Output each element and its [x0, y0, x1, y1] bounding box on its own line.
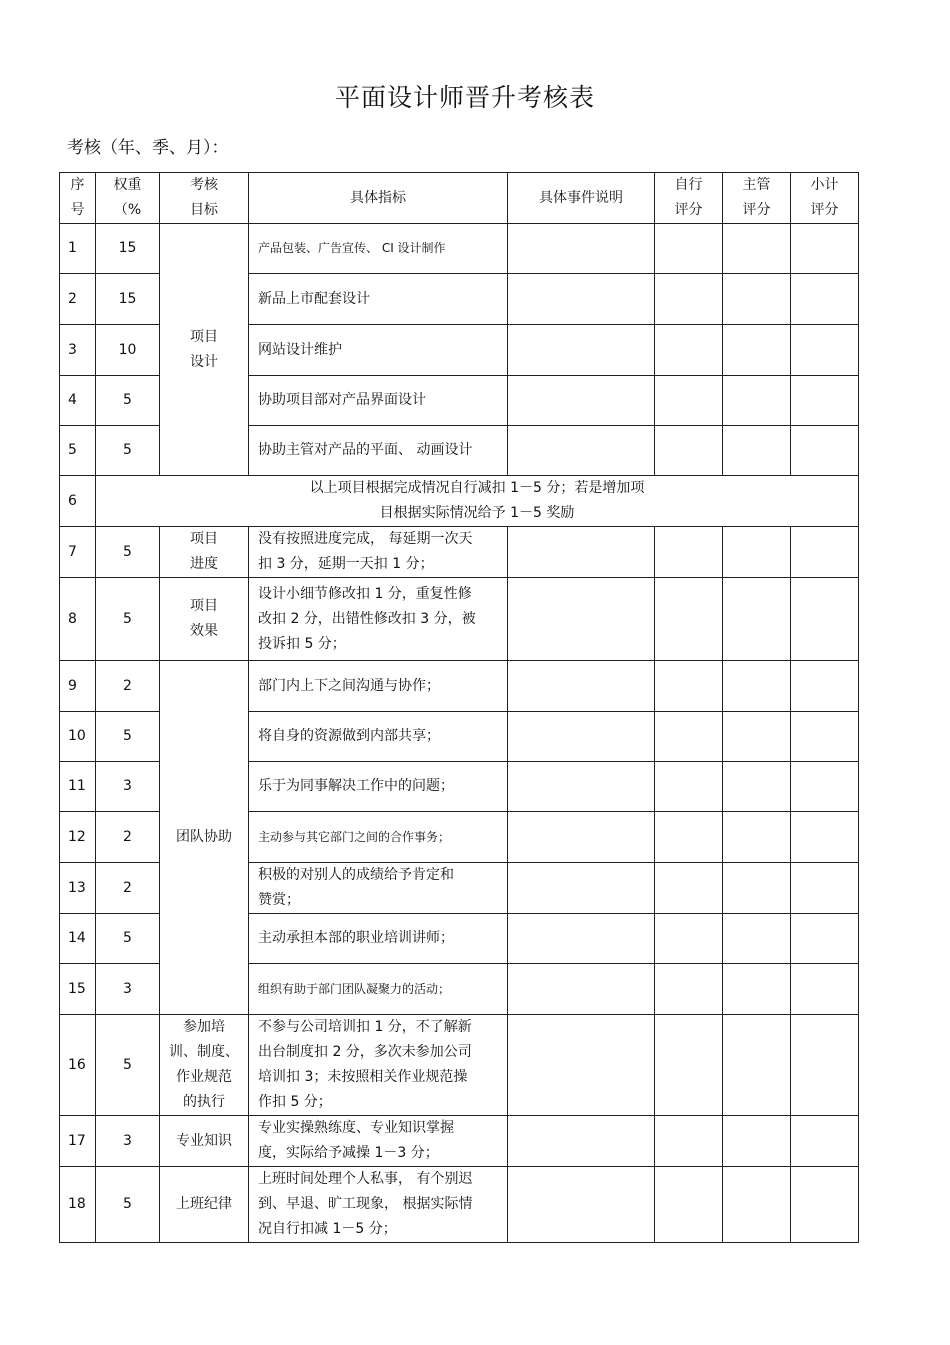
row-weight: 2	[96, 812, 160, 863]
event-cell[interactable]	[508, 527, 655, 578]
manager-score-cell[interactable]	[723, 914, 791, 964]
manager-score-cell[interactable]	[723, 1116, 791, 1167]
row-indicator: 设计小细节修改扣 1 分，重复性修 改扣 2 分，出错性修改扣 3 分，被 投诉扣 5 分；	[249, 578, 508, 661]
row-no: 11	[60, 762, 96, 812]
row-indicator: 专业实操熟练度、专业知识掌握 度，实际给予减操 1－3 分；	[249, 1116, 508, 1167]
row-no: 5	[60, 426, 96, 476]
subtotal-score-cell[interactable]	[791, 863, 859, 914]
subtotal-score-cell[interactable]	[791, 1015, 859, 1116]
manager-score-cell[interactable]	[723, 376, 791, 426]
subtotal-score-cell[interactable]	[791, 527, 859, 578]
row-note: 以上项目根据完成情况自行减扣 1－5 分；若是增加项 目根据实际情况给予 1－5 奖励	[96, 476, 859, 527]
subtotal-score-cell[interactable]	[791, 274, 859, 325]
self-score-cell[interactable]	[655, 762, 723, 812]
event-cell[interactable]	[508, 274, 655, 325]
row-no: 17	[60, 1116, 96, 1167]
table-row	[60, 661, 859, 712]
self-score-cell[interactable]	[655, 426, 723, 476]
row-no: 10	[60, 712, 96, 762]
row-weight: 5	[96, 426, 160, 476]
row-no: 8	[60, 578, 96, 661]
row-indicator: 主动参与其它部门之间的合作事务；	[249, 812, 508, 863]
subtotal-score-cell[interactable]	[791, 224, 859, 274]
row-no: 12	[60, 812, 96, 863]
row-weight: 15	[96, 274, 160, 325]
table-row	[60, 578, 859, 661]
event-cell[interactable]	[508, 224, 655, 274]
header-row	[60, 173, 859, 224]
event-cell[interactable]	[508, 863, 655, 914]
self-score-cell[interactable]	[655, 1015, 723, 1116]
row-indicator: 将自身的资源做到内部共享；	[249, 712, 508, 762]
row-indicator: 协助主管对产品的平面、 动画设计	[249, 426, 508, 476]
row-indicator: 上班时间处理个人私事， 有个别迟 到、早退、旷工现象， 根据实际情 况自行扣减 1－5 分；	[249, 1167, 508, 1243]
manager-score-cell[interactable]	[723, 578, 791, 661]
subtotal-score-cell[interactable]	[791, 325, 859, 376]
row-no: 14	[60, 914, 96, 964]
event-cell[interactable]	[508, 1116, 655, 1167]
page-title: 平面设计师晋升考核表	[334, 83, 595, 112]
event-cell[interactable]	[508, 762, 655, 812]
row-no: 1	[60, 224, 96, 274]
subtotal-score-cell[interactable]	[791, 964, 859, 1015]
group-knowledge: 专业知识	[160, 1116, 249, 1167]
row-no: 6	[60, 476, 96, 527]
row-weight: 2	[96, 661, 160, 712]
self-score-cell[interactable]	[655, 376, 723, 426]
row-indicator: 协助项目部对产品界面设计	[249, 376, 508, 426]
row-weight: 5	[96, 1015, 160, 1116]
self-score-cell[interactable]	[655, 527, 723, 578]
header-no: 序 号	[60, 173, 96, 224]
header-manager-score: 主管 评分	[723, 173, 791, 224]
table-row	[60, 1015, 859, 1116]
row-indicator: 新品上市配套设计	[249, 274, 508, 325]
row-indicator: 没有按照进度完成， 每延期一次天 扣 3 分，延期一天扣 1 分；	[249, 527, 508, 578]
subtotal-score-cell[interactable]	[791, 661, 859, 712]
subtotal-score-cell[interactable]	[791, 762, 859, 812]
group-project-effect: 项目 效果	[160, 578, 249, 661]
row-no: 3	[60, 325, 96, 376]
row-no: 4	[60, 376, 96, 426]
row-indicator: 组织有助于部门团队凝聚力的活动；	[249, 964, 508, 1015]
manager-score-cell[interactable]	[723, 325, 791, 376]
self-score-cell[interactable]	[655, 661, 723, 712]
row-no: 18	[60, 1167, 96, 1243]
assessment-period-label: 考核（年、季、月）：	[67, 138, 229, 158]
row-weight: 10	[96, 325, 160, 376]
self-score-cell[interactable]	[655, 325, 723, 376]
group-training: 参加培 训、制度、 作业规范 的执行	[160, 1015, 249, 1116]
row-indicator: 产品包装、广告宣传、 CI 设计制作	[249, 224, 508, 274]
event-cell[interactable]	[508, 426, 655, 476]
row-weight: 5	[96, 1167, 160, 1243]
manager-score-cell[interactable]	[723, 274, 791, 325]
self-score-cell[interactable]	[655, 863, 723, 914]
row-indicator: 网站设计维护	[249, 325, 508, 376]
row-weight: 5	[96, 914, 160, 964]
manager-score-cell[interactable]	[723, 863, 791, 914]
subtotal-score-cell[interactable]	[791, 426, 859, 476]
row-indicator: 主动承担本部的职业培训讲师；	[249, 914, 508, 964]
event-cell[interactable]	[508, 1167, 655, 1243]
row-no: 2	[60, 274, 96, 325]
manager-score-cell[interactable]	[723, 426, 791, 476]
row-no: 9	[60, 661, 96, 712]
header-event: 具体事件说明	[508, 173, 655, 224]
event-cell[interactable]	[508, 812, 655, 863]
group-project-progress: 项目 进度	[160, 527, 249, 578]
manager-score-cell[interactable]	[723, 1015, 791, 1116]
row-weight: 3	[96, 762, 160, 812]
manager-score-cell[interactable]	[723, 1167, 791, 1243]
event-cell[interactable]	[508, 376, 655, 426]
subtotal-score-cell[interactable]	[791, 712, 859, 762]
event-cell[interactable]	[508, 1015, 655, 1116]
self-score-cell[interactable]	[655, 224, 723, 274]
row-weight: 2	[96, 863, 160, 914]
manager-score-cell[interactable]	[723, 712, 791, 762]
self-score-cell[interactable]	[655, 578, 723, 661]
row-no: 15	[60, 964, 96, 1015]
row-no: 16	[60, 1015, 96, 1116]
event-cell[interactable]	[508, 661, 655, 712]
manager-score-cell[interactable]	[723, 224, 791, 274]
self-score-cell[interactable]	[655, 914, 723, 964]
manager-score-cell[interactable]	[723, 527, 791, 578]
row-weight: 15	[96, 224, 160, 274]
row-indicator: 部门内上下之间沟通与协作；	[249, 661, 508, 712]
header-subtotal-score: 小计 评分	[791, 173, 859, 224]
row-indicator: 积极的对别人的成绩给予肯定和 赞赏；	[249, 863, 508, 914]
row-weight: 3	[96, 1116, 160, 1167]
header-target: 考核 目标	[160, 173, 249, 224]
self-score-cell[interactable]	[655, 812, 723, 863]
row-weight: 5	[96, 578, 160, 661]
subtotal-score-cell[interactable]	[791, 812, 859, 863]
row-indicator: 不参与公司培训扣 1 分，不了解新 出台制度扣 2 分，多次未参加公司 培训扣 3；未按照相关作业规范操 作扣 5 分；	[249, 1015, 508, 1116]
event-cell[interactable]	[508, 712, 655, 762]
group-discipline: 上班纪律	[160, 1167, 249, 1243]
subtotal-score-cell[interactable]	[791, 1167, 859, 1243]
header-weight: 权重 （%	[96, 173, 160, 224]
event-cell[interactable]	[508, 964, 655, 1015]
group-teamwork: 团队协助	[160, 661, 249, 1015]
table-row	[60, 527, 859, 578]
event-cell[interactable]	[508, 578, 655, 661]
row-indicator: 乐于为同事解决工作中的问题；	[249, 762, 508, 812]
manager-score-cell[interactable]	[723, 812, 791, 863]
self-score-cell[interactable]	[655, 1116, 723, 1167]
row-weight: 5	[96, 376, 160, 426]
self-score-cell[interactable]	[655, 274, 723, 325]
manager-score-cell[interactable]	[723, 964, 791, 1015]
event-cell[interactable]	[508, 325, 655, 376]
row-weight: 5	[96, 712, 160, 762]
self-score-cell[interactable]	[655, 964, 723, 1015]
row-weight: 5	[96, 527, 160, 578]
assessment-table	[59, 172, 859, 1243]
subtotal-score-cell[interactable]	[791, 914, 859, 964]
table-row	[60, 476, 859, 527]
subtotal-score-cell[interactable]	[791, 1116, 859, 1167]
self-score-cell[interactable]	[655, 712, 723, 762]
subtotal-score-cell[interactable]	[791, 376, 859, 426]
group-project-design: 项目 设计	[160, 224, 249, 476]
row-no: 7	[60, 527, 96, 578]
table-row	[60, 1167, 859, 1243]
table-row	[60, 1116, 859, 1167]
subtotal-score-cell[interactable]	[791, 578, 859, 661]
header-indicator: 具体指标	[249, 173, 508, 224]
header-self-score: 自行 评分	[655, 173, 723, 224]
row-weight: 3	[96, 964, 160, 1015]
row-no: 13	[60, 863, 96, 914]
self-score-cell[interactable]	[655, 1167, 723, 1243]
event-cell[interactable]	[508, 914, 655, 964]
manager-score-cell[interactable]	[723, 762, 791, 812]
manager-score-cell[interactable]	[723, 661, 791, 712]
table-row	[60, 224, 859, 274]
